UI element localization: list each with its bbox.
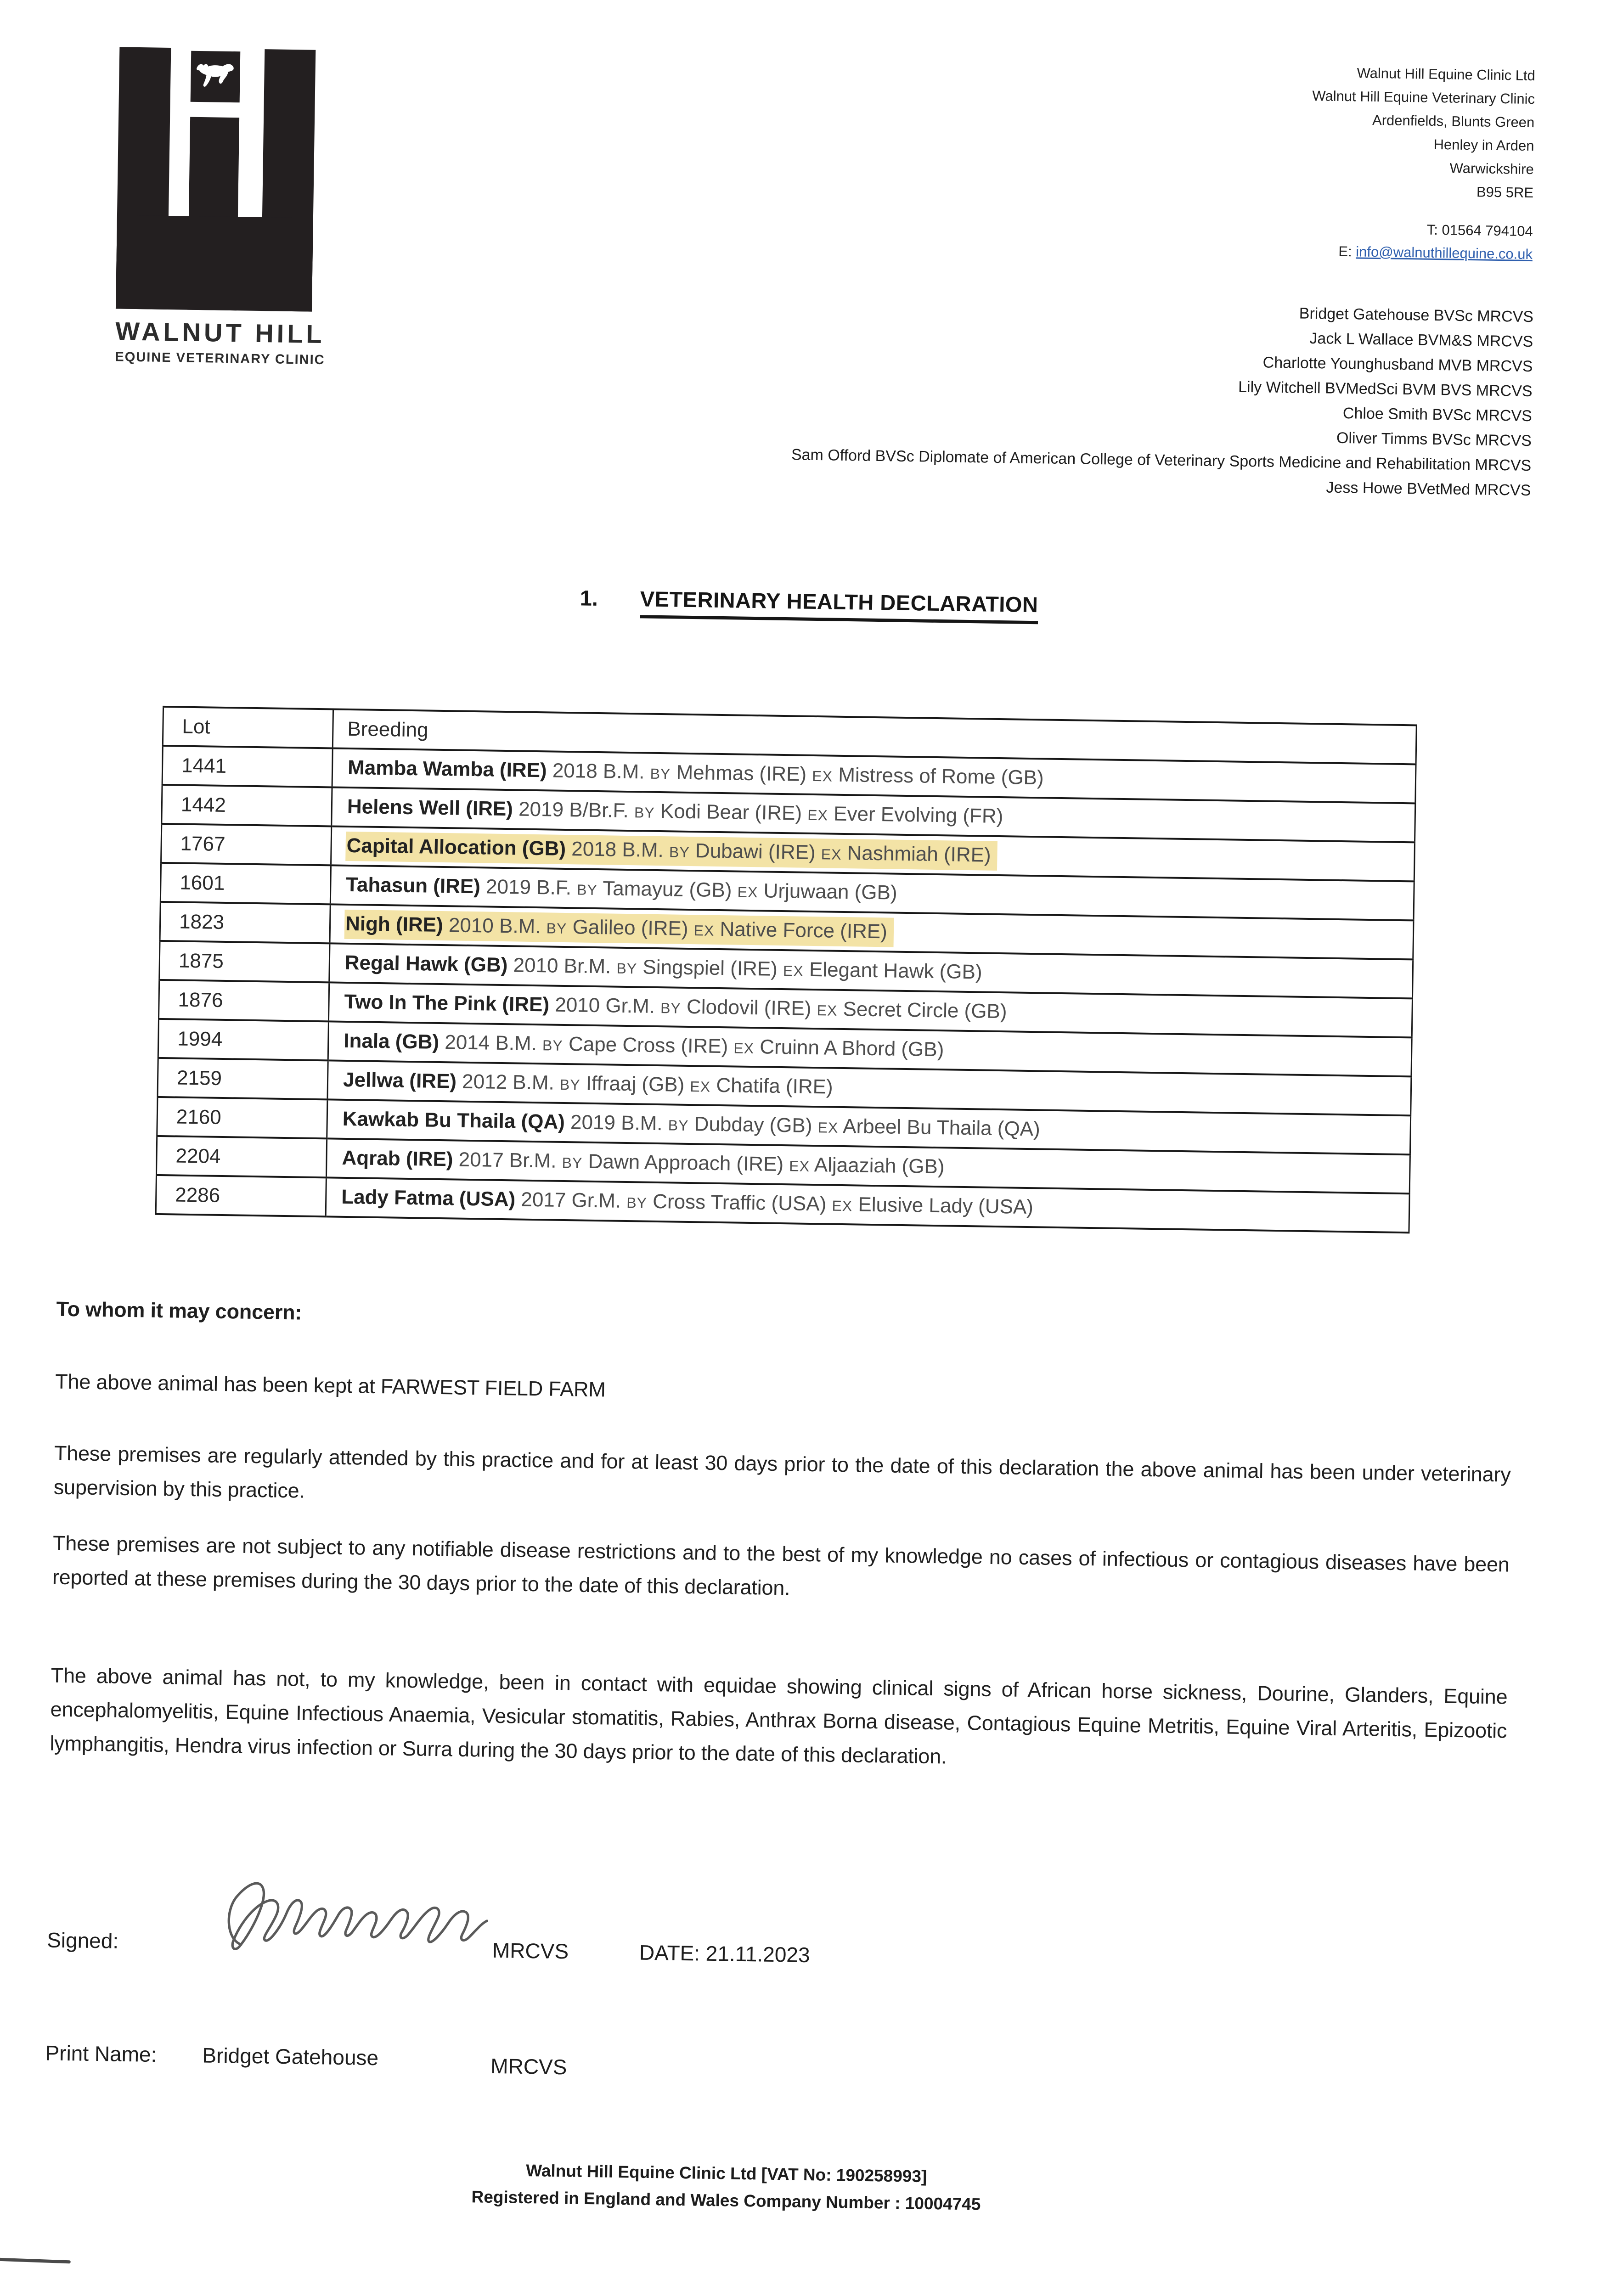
breeding-table [155, 706, 1417, 1233]
registration-footer [0, 2149, 1468, 2225]
breeding-text: Lady Fatma (USA) 2017 Gr.M. BY Cross Traffic (USA) EX Elusive Lady (USA) [341, 1185, 1034, 1218]
vet-name: Bridget Gatehouse BVSc MRCVS [1299, 304, 1534, 326]
print-name-value: Bridget Gatehouse [202, 2043, 379, 2070]
breeding-table-body [156, 746, 1416, 1232]
lot-cell: 1875 [159, 941, 330, 982]
contact-paragraph: The above animal has not, to my knowledge, been in contact with equidae showing clinical signs of African horse sickness, Dourine, Glanders, Equine encephalomyelitis, Equine Infectious Anaemia, Vesicular stomatitis, Rabies, Anthrax Borna disease, Contagious Equine Metritis, Equine Viral Arteritis, Epizootic lymphangitis, Hendra virus infection or Surra during the 30 days prior to the date of this declaration. [50, 1663, 1508, 1768]
vet-name: Jess Howe BVetMed MRCVS [1326, 478, 1531, 500]
section-number: 1. [580, 585, 598, 610]
lot-cell: 1601 [160, 863, 331, 904]
vet-name: Sam Offord BVSc Diplomate of American College of Veterinary Sports Medicine and Rehabilitation MRCVS [791, 446, 1532, 475]
scan-artifact-line [0, 2257, 71, 2263]
breeding-text: Tahasun (IRE) 2019 B.F. BY Tamayuz (GB) EX Urjuwaan (GB) [346, 873, 897, 904]
lot-cell: 2159 [158, 1058, 328, 1099]
salutation: To whom it may concern: [56, 1297, 302, 1324]
address-line: B95 5RE [1476, 184, 1534, 201]
kept-at-paragraph: The above animal has been kept at FARWEST FIELD FARM [55, 1369, 606, 1401]
breeding-text: Nigh (IRE) 2010 B.M. BY Galileo (IRE) EX Native Force (IRE) [344, 909, 894, 947]
logo-title: WALNUT HILL [115, 316, 326, 349]
signed-mrcvs: MRCVS [492, 1938, 569, 1964]
logo-subtitle: EQUINE VETERINARY CLINIC [115, 349, 325, 368]
logo-base-bar [116, 215, 313, 311]
clinic-contact [1338, 217, 1533, 266]
address-line: Ardenfields, Blunts Green [1372, 112, 1535, 131]
lot-cell: 2160 [157, 1097, 327, 1138]
address-line: Walnut Hill Equine Veterinary Clinic [1312, 87, 1535, 107]
disease-paragraph: These premises are not subject to any notifiable disease restrictions and to the best of my knowledge no cases of infectious or contagious diseases have been reported at these premises during the 30 days prior to the date of this declaration. [52, 1531, 1510, 1600]
vet-name: Jack L Wallace BVM&S MRCVS [1309, 329, 1533, 351]
breeding-text: Kawkab Bu Thaila (QA) 2019 B.M. BY Dubday (GB) EX Arbeel Bu Thaila (QA) [342, 1107, 1041, 1140]
lot-cell: 1823 [160, 902, 330, 943]
signature-image [203, 1847, 507, 1971]
lot-cell: 1876 [159, 980, 329, 1021]
breeding-text: Aqrab (IRE) 2017 Br.M. BY Dawn Approach (IRE) EX Aljaaziah (GB) [342, 1146, 945, 1178]
breeding-text: Regal Hawk (GB) 2010 Br.M. BY Singspiel (IRE) EX Elegant Hawk (GB) [344, 951, 982, 983]
clinic-address [1311, 61, 1535, 204]
lot-cell: 1442 [162, 785, 332, 826]
lot-cell: 2286 [156, 1175, 326, 1216]
clinic-logo [115, 47, 326, 380]
lot-cell: 2204 [156, 1136, 327, 1177]
address-line: Warwickshire [1449, 160, 1534, 178]
breeding-text: Capital Allocation (GB) 2018 B.M. BY Dubawi (IRE) EX Nashmiah (IRE) [345, 831, 997, 870]
address-line: Walnut Hill Equine Clinic Ltd [1357, 65, 1536, 84]
lot-cell: 1994 [158, 1019, 328, 1060]
breeding-text: Two In The Pink (IRE) 2010 Gr.M. BY Clodovil (IRE) EX Secret Circle (GB) [344, 990, 1007, 1023]
address-line: Henley in Arden [1433, 136, 1534, 154]
clinic-phone: T: 01564 794104 [1426, 221, 1533, 240]
vet-list [465, 289, 1533, 503]
page-title [580, 585, 1038, 617]
print-name-mrcvs: MRCVS [490, 2054, 567, 2079]
signature-date: DATE: 21.11.2023 [639, 1940, 810, 1967]
lot-cell: 1441 [162, 746, 332, 787]
vet-name: Chloe Smith BVSc MRCVS [1342, 404, 1533, 425]
horse-icon [191, 51, 241, 103]
column-header-breeding: Breeding [332, 709, 1416, 764]
email-link[interactable]: info@walnuthillequine.co.uk [1356, 243, 1533, 263]
lot-cell: 1767 [161, 824, 332, 865]
breeding-text: Mamba Wamba (IRE) 2018 B.M. BY Mehmas (IRE) EX Mistress of Rome (GB) [347, 756, 1044, 789]
vet-name: Oliver Timms BVSc MRCVS [1336, 429, 1532, 450]
email-label: E: [1338, 243, 1356, 260]
section-title-text: VETERINARY HEALTH DECLARATION [640, 586, 1038, 624]
column-header-lot: Lot [163, 707, 333, 748]
logo-h-mark [116, 47, 316, 311]
vet-name: Charlotte Younghusband MVB MRCVS [1262, 354, 1533, 376]
signed-label: Signed: [46, 1928, 119, 1953]
footer-company-line: Registered in England and Wales Company Number : 10004745 [471, 2187, 981, 2214]
footer-vat-line: Walnut Hill Equine Clinic Ltd [VAT No: 190258993] [526, 2161, 927, 2186]
premises-paragraph: These premises are regularly attended by this practice and for at least 30 days prior to the date of this declaration the above animal has been under veterinary supervision by this practice. [53, 1441, 1511, 1503]
print-name-label: Print Name: [45, 2041, 157, 2067]
leaping-horse-icon [194, 57, 237, 95]
clinic-email-line [1338, 240, 1533, 266]
breeding-text: Inala (GB) 2014 B.M. BY Cape Cross (IRE) EX Cruinn A Bhord (GB) [343, 1029, 944, 1061]
breeding-text: Helens Well (IRE) 2019 B/Br.F. BY Kodi Bear (IRE) EX Ever Evolving (FR) [347, 795, 1003, 827]
vet-name: Lily Witchell BVMedSci BVM BVS MRCVS [1238, 378, 1533, 400]
breeding-text: Jellwa (IRE) 2012 B.M. BY Iffraaj (GB) EX Chatifa (IRE) [343, 1068, 834, 1098]
